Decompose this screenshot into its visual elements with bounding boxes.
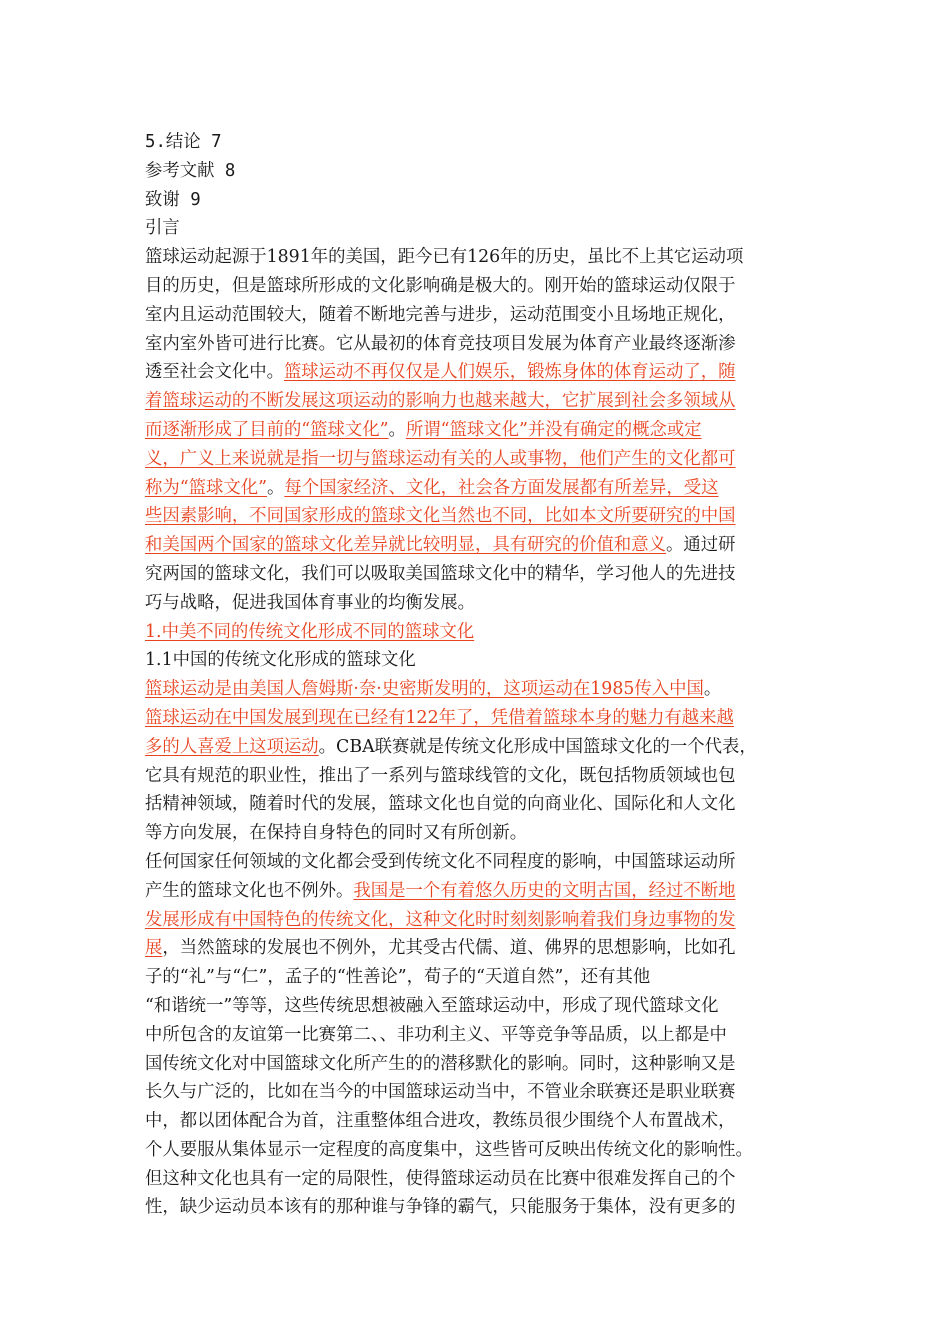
text-segment: 中，都以团体配合为首，注重整体组合进攻，教练员很少围绕个人布置战术， — [145, 1111, 736, 1132]
text-segment: 产生的篮球文化也不例外。 — [145, 880, 354, 901]
highlighted-text: 我国是一个有着悠久历史的文明古国，经过不断地 — [353, 880, 736, 901]
text-line — [145, 992, 800, 1021]
text-segment: “和谐统一”等等，这些传统思想被融入至篮球运动中，形成了现代篮球文化 — [145, 995, 719, 1016]
text-line — [145, 358, 800, 387]
text-line — [145, 502, 800, 531]
text-segment: 究两国的篮球文化，我们可以吸取美国篮球文化中的精华，学习他人的先进技 — [145, 563, 736, 584]
text-segment: 。CBA联赛就是传统文化形成中国篮球文化的一个代表， — [318, 736, 757, 757]
text-line — [145, 762, 800, 791]
text-line — [145, 646, 800, 675]
text-line — [145, 416, 800, 445]
text-segment: ，当然篮球的发展也不例外，尤其受古代儒、道、佛界的思想影响，比如孔 — [162, 938, 736, 959]
highlighted-text: 篮球运动是由美国人詹姆斯·奈·史密斯发明的，这项运动在1985传入中国 — [145, 679, 704, 700]
text-segment: 子的“礼”与“仁”，孟子的“性善论”，荀子的“天道自然”，还有其他 — [145, 967, 651, 988]
highlighted-text: 1.中美不同的传统文化形成不同的篮球文化 — [145, 621, 475, 642]
text-line — [145, 733, 800, 762]
highlighted-text: 展 — [145, 938, 163, 959]
text-segment: 。 — [388, 419, 406, 440]
highlighted-text: 多的人喜爱上这项运动 — [145, 736, 319, 757]
highlighted-text: 发展形成有中国特色的传统文化，这种文化时时刻刻影响着我们身边事物的发 — [145, 909, 736, 930]
text-segment: 国传统文化对中国篮球文化所产生的的潜移默化的影响。同时，这种影响又是 — [145, 1053, 736, 1074]
text-segment: 室内室外皆可进行比赛。它从最初的体育竞技项目发展为体育产业最终逐渐渗 — [145, 333, 736, 354]
highlighted-text: 每个国家经济、文化，社会各方面发展都有所差异，受这 — [284, 477, 719, 498]
text-line — [145, 1165, 800, 1194]
text-segment: 性，缺少运动员本该有的那种谁与争锋的霸气，只能服务于集体，没有更多的 — [145, 1197, 736, 1218]
text-segment: 。通过研 — [666, 535, 736, 556]
text-segment: 1.1中国的传统文化形成的篮球文化 — [145, 650, 416, 671]
text-line — [145, 445, 800, 474]
toc-item-acknowledgements: 致谢 9 — [145, 189, 201, 210]
intro-heading: 引言 — [145, 218, 180, 239]
text-line — [145, 1193, 800, 1222]
highlighted-text: 而逐渐形成了目前的“篮球文化” — [145, 419, 389, 440]
text-line — [145, 1050, 800, 1079]
text-line — [145, 934, 800, 963]
text-line — [145, 301, 800, 330]
text-segment: 中所包含的友谊第一比赛第二、、非功利主义、平等竞争等品质，以上都是中 — [145, 1024, 727, 1045]
text-line — [145, 589, 800, 618]
text-segment: 括精神领域，随着时代的发展，篮球文化也自觉的向商业化、国际化和人文化 — [145, 794, 736, 815]
text-line — [145, 906, 800, 935]
text-line — [145, 790, 800, 819]
text-segment: 。 — [703, 679, 722, 700]
text-segment: 个人要服从集体显示一定程度的高度集中，这些皆可反映出传统文化的影响性。 — [145, 1139, 753, 1160]
text-segment: 任何国家任何领域的文化都会受到传统文化不同程度的影响，中国篮球运动所 — [145, 851, 736, 872]
highlighted-text: 称为“篮球文化” — [145, 477, 267, 498]
text-line — [145, 243, 800, 272]
text-segment: 室内且运动范围较大，随着不断地完善与进步，运动范围变小且场地正规化， — [145, 304, 736, 325]
text-line — [145, 560, 800, 589]
highlighted-text: 义，广义上来说就是指一切与篮球运动有关的人或事物，他们产生的文化都可 — [145, 448, 736, 469]
text-segment: 等方向发展，在保持自身特色的同时又有所创新。 — [145, 823, 528, 844]
highlighted-text: 所谓“篮球文化”并没有确定的概念或定 — [405, 419, 702, 440]
text-segment: 篮球运动起源于1891年的美国，距今已有126年的历史，虽比不上其它运动项 — [145, 247, 744, 268]
text-line — [145, 618, 800, 647]
text-line — [145, 1136, 800, 1165]
text-segment: 透至社会文化中。 — [145, 362, 284, 383]
text-line — [145, 848, 800, 877]
highlighted-text: 篮球运动在中国发展到现在已经有122年了，凭借着篮球本身的魅力有越来越 — [145, 707, 734, 728]
text-segment: 但这种文化也具有一定的局限性，使得篮球运动员在比赛中很难发挥自己的个 — [145, 1168, 736, 1189]
text-segment: 它具有规范的职业性，推出了一系列与篮球线管的文化，既包括物质领域也包 — [145, 765, 736, 786]
toc-item-conclusion: 5.结论 7 — [145, 132, 222, 152]
text-line — [145, 1107, 800, 1136]
text-line — [145, 675, 800, 704]
text-line — [145, 1078, 800, 1107]
text-segment: 长久与广泛的，比如在当今的中国篮球运动当中，不管业余联赛还是职业联赛 — [145, 1082, 736, 1103]
highlighted-text: 着篮球运动的不断发展这项运动的影响力也越来越大，它扩展到社会多领域从 — [145, 391, 736, 412]
text-line — [145, 704, 800, 733]
toc-item-references: 参考文献 8 — [145, 160, 236, 181]
text-line — [145, 531, 800, 560]
highlighted-text: 篮球运动不再仅仅是人们娱乐，锻炼身体的体育运动了，随 — [283, 362, 736, 383]
highlighted-text: 些因素影响，不同国家形成的篮球文化当然也不同，比如本文所要研究的中国 — [145, 506, 736, 527]
text-line — [145, 387, 800, 416]
text-line — [145, 963, 800, 992]
body-text — [145, 243, 805, 1222]
text-segment: 巧与战略，促进我国体育事业的均衡发展。 — [145, 592, 475, 613]
highlighted-text: 和美国两个国家的篮球文化差异就比较明显，具有研究的价值和意义 — [145, 535, 667, 556]
text-line — [145, 877, 800, 906]
text-segment: 目的历史，但是篮球所形成的文化影响确是极大的。刚开始的篮球运动仅限于 — [145, 275, 736, 296]
text-line — [145, 474, 800, 503]
text-line — [145, 1021, 800, 1050]
text-segment: 。 — [266, 477, 285, 498]
text-line — [145, 272, 800, 301]
text-line — [145, 330, 800, 359]
text-line — [145, 819, 800, 848]
document-page — [145, 128, 805, 1222]
